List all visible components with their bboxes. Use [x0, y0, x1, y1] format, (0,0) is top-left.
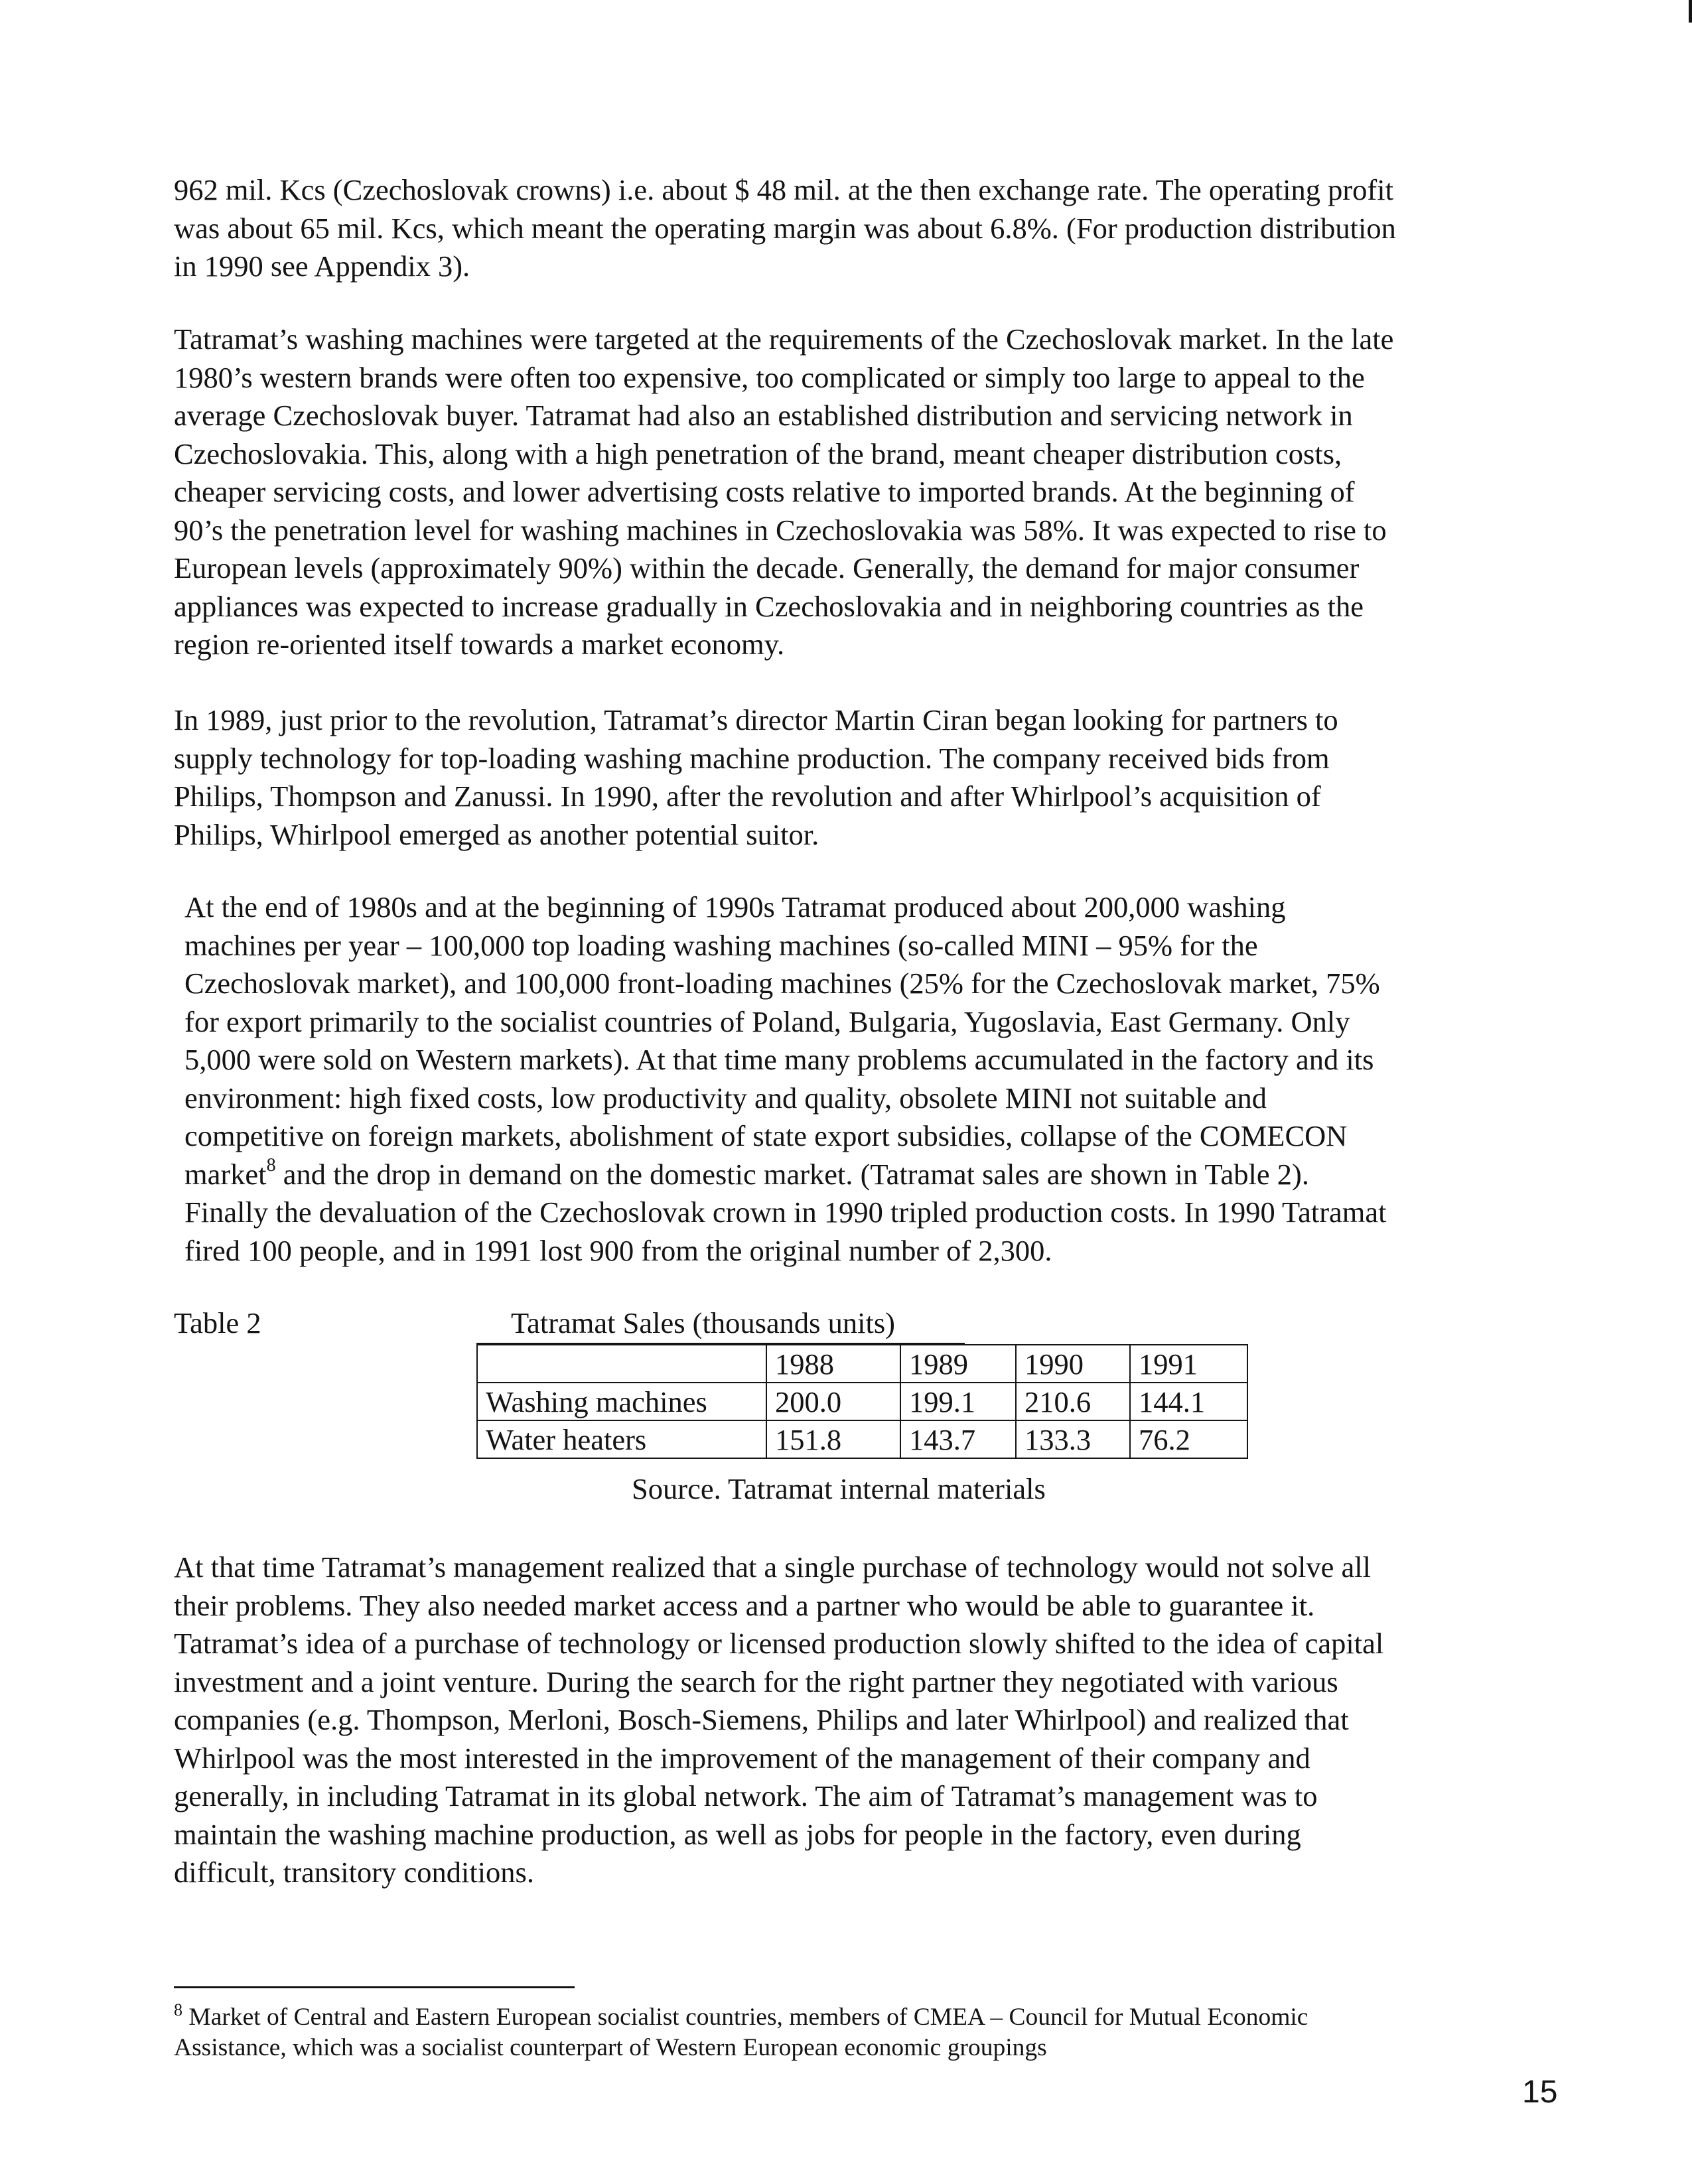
text-line: appliances was expected to increase gradually in Czechoslovakia and in neighboring countries as the: [174, 589, 1364, 623]
footnote-text: Market of Central and Eastern European socialist countries, members of CMEA – Council for Mutual Economic: [182, 2004, 1308, 2031]
text-line: environment: high fixed costs, low productivity and quality, obsolete MINI not suitable and: [184, 1081, 1267, 1115]
text-line: average Czechoslovak buyer. Tatramat had also an established distribution and servicing network in: [174, 399, 1353, 432]
text-segment: market: [184, 1157, 267, 1191]
text-line-with-footnote: [184, 1156, 1387, 1194]
table-source: Source. Tatramat internal materials: [632, 1472, 1046, 1505]
text-line: maintain the washing machine production, as well as jobs for people in the factory, even during: [174, 1817, 1301, 1851]
text-line: 1980’s western brands were often too expensive, too complicated or simply too large to appeal to the: [174, 360, 1365, 394]
text-line: generally, in including Tatramat in its global network. The aim of Tatramat’s management was to: [174, 1779, 1318, 1812]
text-line: companies (e.g. Thompson, Merloni, Bosch-Siemens, Philips and later Whirlpool) and realized that: [174, 1703, 1349, 1736]
table-header-cell: 1988: [766, 1345, 900, 1383]
text-line: investment and a joint venture. During the search for the right partner they negotiated with various: [174, 1665, 1338, 1698]
table-row: [477, 1383, 1247, 1420]
table-header-cell: 1990: [1016, 1345, 1130, 1383]
text-line: was about 65 mil. Kcs, which meant the operating margin was about 6.8%. (For production distribution: [174, 211, 1396, 245]
table-caption: Table 2: [174, 1306, 261, 1339]
table-title: Tatramat Sales (thousands units): [511, 1306, 895, 1339]
text-line: region re-oriented itself towards a market economy.: [174, 628, 785, 661]
text-line: their problems. They also needed market access and a partner who would be able to guarantee it.: [174, 1588, 1315, 1622]
page-number: 15: [1522, 2075, 1558, 2110]
sales-table: [476, 1344, 1248, 1459]
text-line: European levels (approximately 90%) within the decade. Generally, the demand for major consumer: [174, 551, 1360, 584]
table-header-cell: [477, 1345, 766, 1383]
table-cell: 76.2: [1130, 1420, 1247, 1458]
table-row-label: Washing machines: [477, 1383, 766, 1420]
table-row-label: Water heaters: [477, 1420, 766, 1458]
text-line: Tatramat’s washing machines were targeted at the requirements of the Czechoslovak market. In the late: [174, 322, 1394, 356]
table-row: [477, 1420, 1247, 1458]
paragraph-partner-search: [174, 701, 1338, 854]
paragraph-management-strategy: [174, 1548, 1383, 1892]
text-line: 962 mil. Kcs (Czechoslovak crowns) i.e. about $ 48 mil. at the then exchange rate. The operating profit: [174, 173, 1393, 206]
text-line: difficult, transitory conditions.: [174, 1856, 534, 1889]
text-line: supply technology for top-loading washing machine production. The company received bids from: [174, 741, 1330, 775]
footnote-separator: [174, 1986, 575, 1988]
footnote-mark: 8: [174, 2000, 182, 2019]
text-line: At the end of 1980s and at the beginning of 1990s Tatramat produced about 200,000 washing: [184, 890, 1286, 923]
page-edge-mark: [1689, 0, 1692, 23]
text-line: fired 100 people, and in 1991 lost 900 from the original number of 2,300.: [184, 1233, 1052, 1267]
text-line: for export primarily to the socialist countries of Poland, Bulgaria, Yugoslavia, East Germany. Only: [184, 1004, 1350, 1038]
table-header-row: [477, 1345, 1247, 1383]
text-line: competitive on foreign markets, abolishment of state export subsidies, collapse of the COMECON: [184, 1119, 1348, 1152]
table-cell: 144.1: [1130, 1383, 1247, 1420]
text-segment: and the drop in demand on the domestic market. (Tatramat sales are shown in Table 2).: [275, 1157, 1309, 1191]
text-line: In 1989, just prior to the revolution, Tatramat’s director Martin Ciran began looking for partners to: [174, 703, 1338, 736]
table-header-cell: 1989: [900, 1345, 1016, 1383]
paragraph-revenue: [174, 171, 1396, 286]
text-line: machines per year – 100,000 top loading washing machines (so-called MINI – 95% for the: [184, 928, 1258, 962]
text-line: Tatramat’s idea of a purchase of technology or licensed production slowly shifted to the idea of capital: [174, 1627, 1384, 1660]
footnote-reference: 8: [266, 1154, 276, 1176]
paragraph-production-problems: [184, 888, 1387, 1270]
text-line: 5,000 were sold on Western markets). At that time many problems accumulated in the factory and its: [184, 1043, 1374, 1076]
table-header-cell: 1991: [1130, 1345, 1247, 1383]
footnote-line: [174, 2002, 1308, 2033]
text-line: 90’s the penetration level for washing machines in Czechoslovakia was 58%. It was expected to rise to: [174, 513, 1387, 547]
text-line: Philips, Whirlpool emerged as another potential suitor.: [174, 817, 819, 851]
table-cell: 200.0: [766, 1383, 900, 1420]
text-line: in 1990 see Appendix 3).: [174, 249, 470, 283]
table-cell: 151.8: [766, 1420, 900, 1458]
footnote: [174, 2002, 1308, 2063]
text-line: cheaper servicing costs, and lower advertising costs relative to imported brands. At the beginning of: [174, 475, 1355, 508]
footnote-line: Assistance, which was a socialist counterpart of Western European economic groupings: [174, 2034, 1047, 2061]
table-cell: 143.7: [900, 1420, 1016, 1458]
text-line: Czechoslovak market), and 100,000 front-loading machines (25% for the Czechoslovak market, 75%: [184, 967, 1380, 1000]
text-line: Czechoslovakia. This, along with a high penetration of the brand, meant cheaper distribution costs,: [174, 437, 1342, 470]
table-cell: 199.1: [900, 1383, 1016, 1420]
text-line: Whirlpool was the most interested in the improvement of the management of their company and: [174, 1741, 1310, 1775]
paragraph-market-targeting: [174, 320, 1393, 664]
text-line: Finally the devaluation of the Czechoslovak crown in 1990 tripled production costs. In 1990 Tatramat: [184, 1195, 1387, 1229]
table-cell: 210.6: [1016, 1383, 1130, 1420]
text-line: Philips, Thompson and Zanussi. In 1990, after the revolution and after Whirlpool’s acquisition of: [174, 780, 1321, 813]
table-cell: 133.3: [1016, 1420, 1130, 1458]
text-line: At that time Tatramat’s management realized that a single purchase of technology would not solve all: [174, 1550, 1371, 1584]
